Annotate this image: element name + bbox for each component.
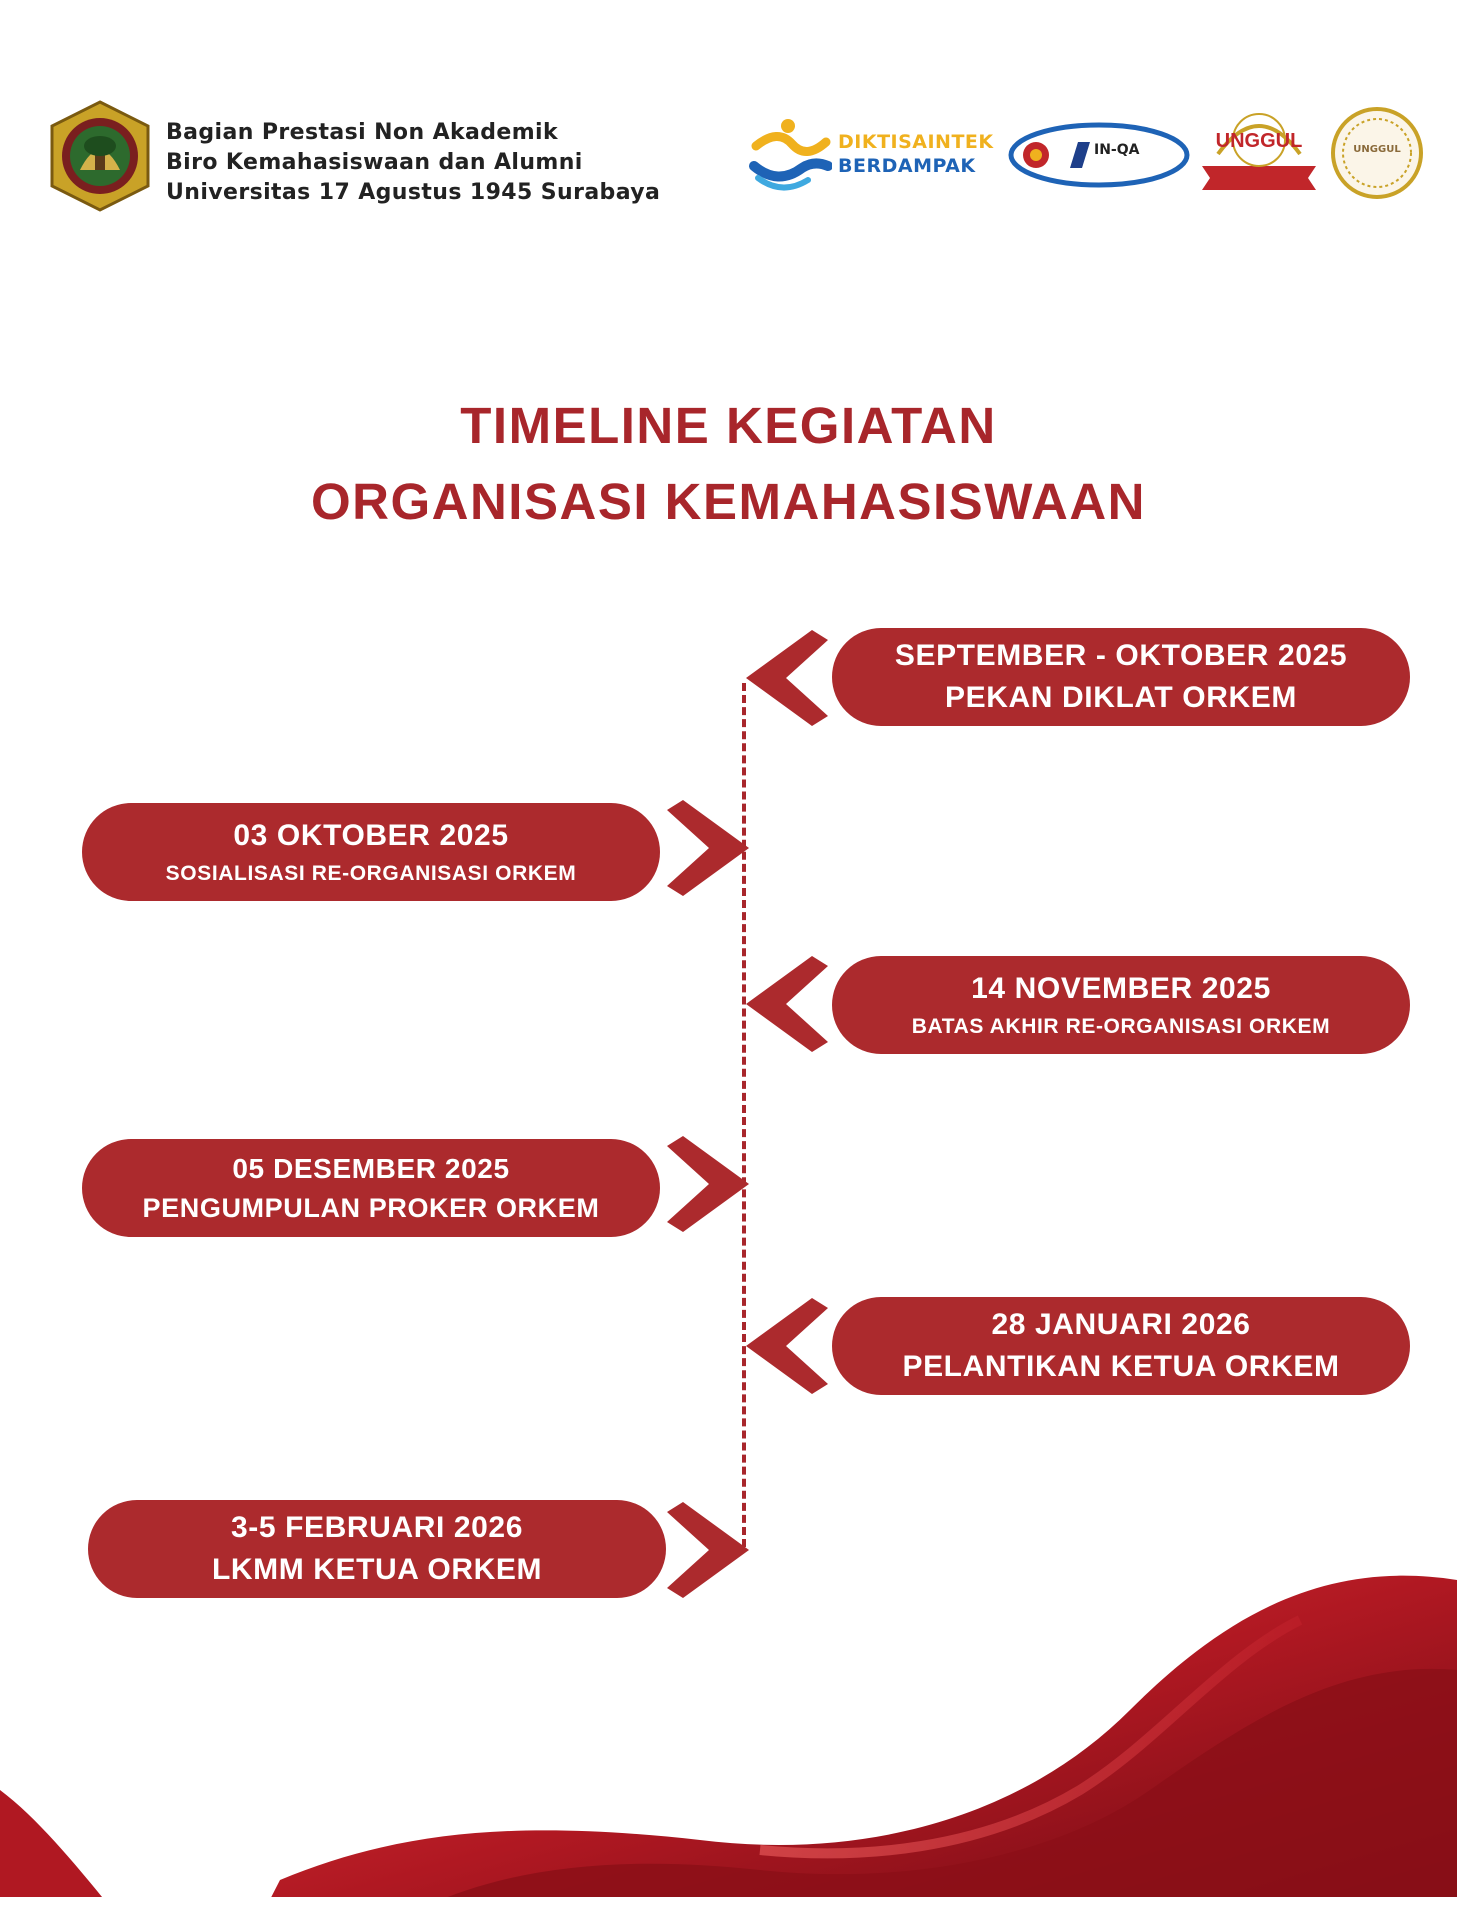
decorative-wave	[0, 1540, 1457, 1919]
chevron-left-icon	[746, 956, 830, 1052]
dikti-line-2: BERDAMPAK	[838, 155, 976, 177]
timeline-item	[832, 1297, 1410, 1395]
chevron-left-icon	[746, 1298, 830, 1394]
diktisaintek-wordmark	[838, 130, 994, 178]
org-line-3: Universitas 17 Agustus 1945 Surabaya	[166, 180, 661, 205]
org-line-1: Bagian Prestasi Non Akademik	[166, 120, 559, 145]
timeline-item	[832, 628, 1410, 726]
inqa-text: IN-QA	[1094, 142, 1140, 158]
timeline-date: 03 OKTOBER 2025	[233, 818, 509, 852]
timeline-activity: PEKAN DIKLAT ORKEM	[945, 681, 1297, 714]
chevron-right-icon	[665, 1136, 749, 1232]
timeline-date: 05 DESEMBER 2025	[232, 1152, 510, 1184]
title-line-2: ORGANISASI KEMAHASISWAAN	[310, 473, 1147, 530]
timeline-item	[82, 1139, 660, 1237]
timeline-activity: BATAS AKHIR RE-ORGANISASI ORKEM	[911, 1014, 1331, 1038]
timeline-activity: PELANTIKAN KETUA ORKEM	[902, 1350, 1340, 1383]
inqa-logo	[1006, 118, 1192, 192]
timeline-date: 3-5 FEBRUARI 2026	[231, 1511, 523, 1544]
dikti-line-1: DIKTISAINTEK	[838, 131, 994, 153]
unggul-logo	[1198, 104, 1320, 200]
chevron-right-icon	[665, 800, 749, 896]
diktisaintek-logo	[748, 116, 832, 192]
unggul-text: UNGGUL	[1215, 130, 1303, 152]
title-line-1: TIMELINE KEGIATAN	[460, 397, 997, 454]
university-logo	[45, 100, 155, 212]
chevron-left-icon	[746, 630, 830, 726]
organization-name	[166, 118, 660, 208]
org-line-2: Biro Kemahasiswaan dan Alumni	[166, 150, 583, 175]
accreditation-seal	[1330, 106, 1424, 200]
seal-text: UNGGUL	[1353, 144, 1401, 155]
timeline-item	[832, 956, 1410, 1054]
timeline-date: SEPTEMBER - OKTOBER 2025	[894, 639, 1348, 672]
page-title	[0, 388, 1457, 540]
timeline-activity: SOSIALISASI RE-ORGANISASI ORKEM	[165, 861, 577, 885]
timeline-date: 14 NOVEMBER 2025	[971, 971, 1271, 1005]
timeline-date: 28 JANUARI 2026	[991, 1308, 1251, 1341]
timeline-activity: PENGUMPULAN PROKER ORKEM	[142, 1192, 600, 1223]
timeline-activity: LKMM KETUA ORKEM	[211, 1553, 543, 1586]
timeline-item	[82, 803, 660, 901]
